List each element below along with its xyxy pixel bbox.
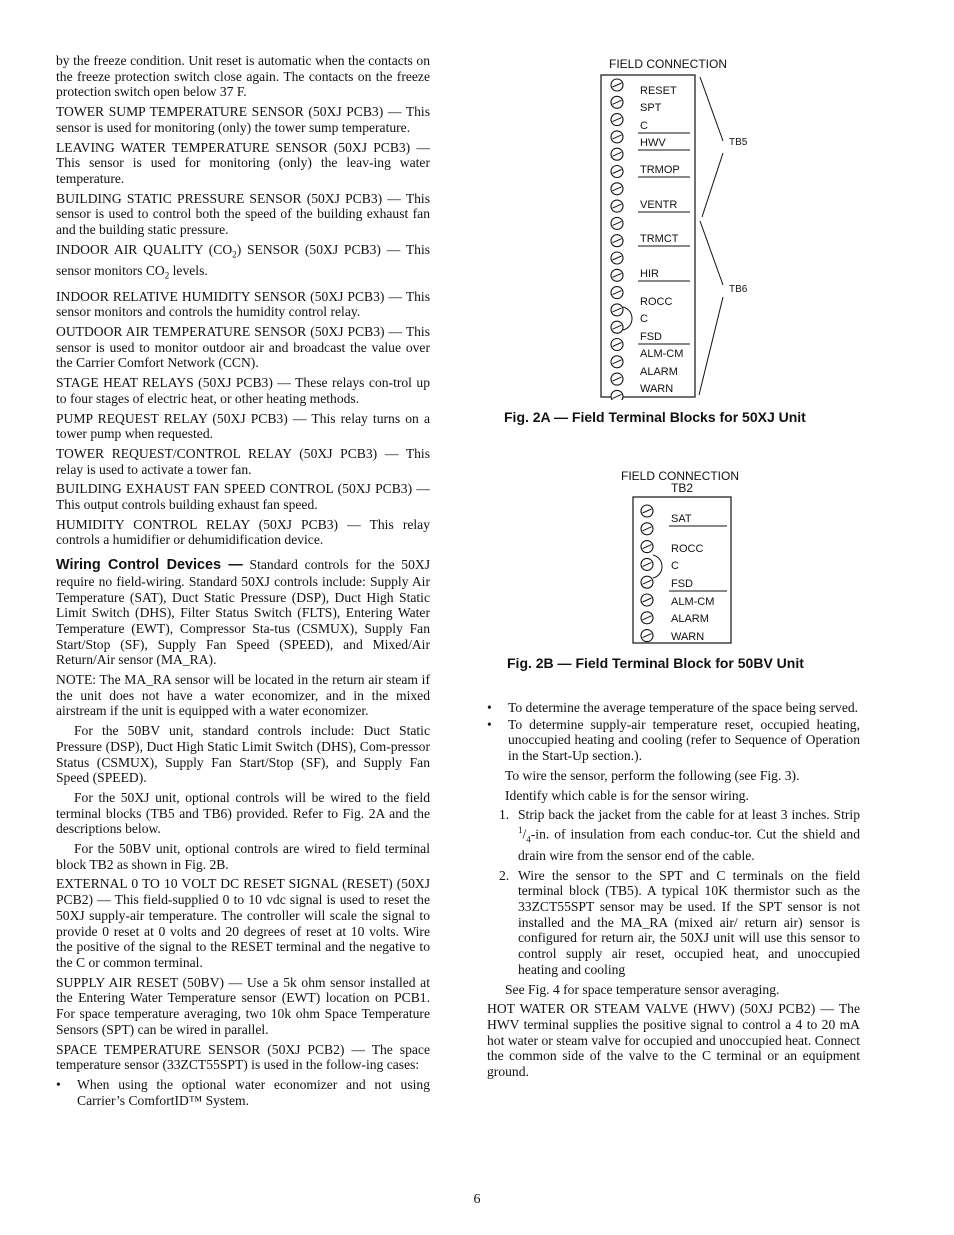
paragraph: TOWER SUMP TEMPERATURE SENSOR (50XJ PCB3) — This sensor is used for monitoring (only) the tower sump temperature.: [56, 104, 430, 135]
terminal-label: FSD: [640, 331, 662, 343]
terminal-label: WARN: [640, 383, 674, 395]
paragraph: For the 50XJ unit, optional controls will be wired to the field terminal blocks (TB5 and TB6) provided. Refer to Fig. 2A and the descriptions below.: [56, 789, 430, 837]
paragraph: PUMP REQUEST RELAY (50XJ PCB3) — This relay turns on a tower pump when requested.: [56, 410, 430, 442]
terminal-label: FSD: [671, 578, 693, 590]
terminal-label: ALARM: [640, 366, 678, 378]
paragraph: To wire the sensor, perform the following (see Fig. 3).: [505, 767, 800, 783]
paragraph: BUILDING EXHAUST FAN SPEED CONTROL (50XJ PCB3) — This output controls building exhaust fan speed.: [56, 481, 430, 513]
paragraph: See Fig. 4 for space temperature sensor averaging.: [505, 981, 780, 997]
terminal-label: VENTR: [640, 199, 678, 211]
terminal-label: ALARM: [671, 613, 709, 625]
jumper-wire: [653, 555, 662, 578]
paragraph: STAGE HEAT RELAYS (50XJ PCB3) — These relays con-trol up to four stages of electric heat, or other heating methods.: [56, 375, 430, 406]
bullet-item: • To determine the average temperature of the space being served.: [487, 700, 859, 715]
paragraph: OUTDOOR AIR TEMPERATURE SENSOR (50XJ PCB3) — This sensor is used to monitor outdoor air and broadcast the value over the Carrier Comfort Network (CCN).: [56, 323, 430, 371]
paragraph-co2: INDOOR AIR QUALITY $(CO_2)$ SENSOR (50XJ PCB3) — This sensor monitors $CO_2$ levels.: [56, 241, 431, 281]
paragraph: HUMIDITY CONTROL RELAY (50XJ PCB3) — This relay controls a humidifier or dehumidification device.: [56, 516, 430, 548]
terminal-label: HIR: [640, 268, 659, 280]
terminal-labels: [623, 85, 690, 395]
terminal-label: C: [671, 560, 679, 572]
paragraph: For the 50BV unit, optional controls are wired to field terminal block TB2 as shown in Fig. 2B.: [56, 841, 430, 872]
tb5-label: TB5: [729, 137, 748, 148]
terminal-label: WARN: [671, 631, 705, 643]
fig-2b-subtitle: TB2: [671, 481, 694, 495]
step-2: 2. Wire the sensor to the SPT and C terminals on the field terminal block (TB5). A typical 10K thermistor such as the 33ZCT55SPT sensor may be used. If the SPT sensor is not installed and the MA_RA (mixed air/ return air) sensor is configured for return air, the 50XJ unit will use this sensor to control supply air reset, occupied heat, and unoccupied heating and cooling: [499, 867, 860, 977]
paragraph: by the freeze condition. Unit reset is automatic when the contacts on the freeze protection switch close again. The contacts on the freeze protection switch open below 37 F.: [56, 53, 430, 100]
fig-2a-caption: Fig. 2A — Field Terminal Blocks for 50XJ Unit: [504, 409, 806, 425]
section-heading: Wiring Control Devices —: [56, 557, 243, 574]
terminal-labels: [653, 513, 727, 643]
paragraph: TOWER REQUEST/CONTROL RELAY (50XJ PCB3) — This relay is used to activate a tower fan.: [56, 445, 430, 477]
terminal-label: C: [640, 313, 648, 325]
terminal-label: C: [640, 120, 648, 132]
paragraph-wiring: Wiring Control Devices — Standard controls for the 50XJ require no field-wiring. Standard 50XJ controls include: Supply Air Temperature (SAT), Duct Static Pressure (DSP), Duct High Static Limit Switch (DHS), Filter Status Switch (FLTS), Entering Water Temperature (EWT), Compressor Sta-tus (CSMUX), Supply Fan Start/Stop (SF), Supply Fan Speed (SPEED), and Mixed/Air Return/Air sensor (MA_RA).: [56, 557, 430, 668]
terminal-label: ALM-CM: [640, 348, 684, 360]
terminal-label: ALM-CM: [671, 596, 715, 608]
fig-2a-diagram: [595, 55, 765, 400]
terminal-label: ROCC: [671, 543, 704, 555]
bullet-mark: •: [56, 1076, 61, 1092]
terminal-label: TRMCT: [640, 233, 679, 245]
terminal-screws: [641, 505, 653, 642]
paragraph: EXTERNAL 0 TO 10 VOLT DC RESET SIGNAL (RESET) (50XJ PCB2) — This field-supplied 0 to 10 vdc signal is used to reset the 50XJ supply-air temperature. The controller will scale the signal to provide 0 reset at 0 volts and 20 degrees of reset at 10 volts. Wire the positive of the signal to the RESET terminal and the negative to the C or common terminal.: [56, 876, 430, 970]
paragraph: SPACE TEMPERATURE SENSOR (50XJ PCB2) — The space temperature sensor (33ZCT55SPT) is used in the follow-ing cases:: [56, 1041, 430, 1073]
terminal-label: TRMOP: [640, 164, 680, 176]
paragraph: BUILDING STATIC PRESSURE SENSOR (50XJ PCB3) — This sensor is used to control both the speed of the building exhaust fan and the building static pressure.: [56, 190, 430, 238]
terminal-label: HWV: [640, 137, 666, 149]
terminal-label: SPT: [640, 102, 662, 114]
left-column: [56, 53, 430, 1109]
paragraph: For the 50BV unit, standard controls include: Duct Static Pressure (DSP), Duct High Static Limit Switch (DHS), Com-pressor Status (CSMUX), Supply Fan Start/Stop (SF), and Supply Fan Speed (SPEED).: [56, 723, 430, 786]
terminal-label: SAT: [671, 513, 692, 525]
jumper-wire: [623, 307, 632, 330]
bullet-item: • To determine supply-air temperature reset, occupied heating, unoccupied heating and cooling (refer to Sequence of Operation in the Start-Up section.).: [487, 716, 860, 764]
bullet-mark: •: [487, 700, 492, 715]
right-column: [487, 700, 860, 1084]
bullet-item: • When using the optional water economizer and not using Carrier’s ComfortID™ System.: [56, 1076, 430, 1108]
bullet-mark: •: [487, 716, 492, 732]
paragraph: Identify which cable is for the sensor wiring.: [505, 787, 749, 803]
tb6-label: TB6: [729, 284, 748, 295]
page-number: 6: [473, 1192, 481, 1207]
paragraph: LEAVING WATER TEMPERATURE SENSOR (50XJ PCB3) — This sensor is used for monitoring (only) the leav-ing water temperature.: [56, 139, 430, 186]
paragraph: SUPPLY AIR RESET (50BV) — Use a 5k ohm sensor installed at the Entering Water Temperature sensor (EWT) location on PCB1. For space temperature averaging, two 10k ohm Space Temperature Sensors (SPT) can be wired in parallel.: [56, 974, 430, 1037]
fig-2b-title: FIELD CONNECTION: [621, 469, 740, 483]
fig-2b-diagram: [615, 467, 755, 647]
fig-2b-caption: Fig. 2B — Field Terminal Block for 50BV Unit: [507, 655, 804, 671]
terminal-label: ROCC: [640, 296, 673, 308]
paragraph: HOT WATER OR STEAM VALVE (HWV) (50XJ PCB2) — The HWV terminal supplies the positive signal to control a 4 to 20 mA hot water or steam valve for occupied and unoccupied heat. Connect the common side of the valve to the C terminal or an equipment ground.: [487, 1001, 860, 1080]
paragraph: INDOOR RELATIVE HUMIDITY SENSOR (50XJ PCB3) — This sensor monitors and controls the humidity control relay.: [56, 288, 430, 320]
terminal-screws: [611, 79, 623, 400]
note-paragraph: NOTE: The MA_RA sensor will be located in the return air steam if the unit does not have a water economizer, and in the mixed airstream if the unit is equipped with a water economizer.: [56, 672, 430, 719]
terminal-label: RESET: [640, 85, 677, 97]
fig-2a-title: FIELD CONNECTION: [609, 57, 728, 71]
step-1: 1. Strip back the jacket from the cable for at least 3 inches. Strip $^1/_4-in$. of insulation from each conduc-tor. Cut the shield and drain wire from the sensor end of the cable.: [499, 807, 860, 863]
